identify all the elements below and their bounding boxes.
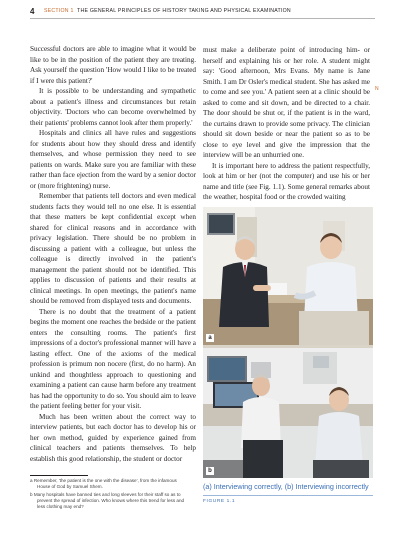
right-text-column (203, 45, 370, 203)
paragraph: Remember that patients tell doctors and even medical students facts they would tell no one else. It is essential that these matters be kept confidential except when shared for clinical reasons and in accordance with privacy legislation. There should be no problem in discussing a patient with a colleague, but unless the colleague is directly involved in the patient's management the patient should not be identified. This applies to discussion of patients and their results at clinical meetings. In open meetings, the patient's name should be removed from displayed tests and documents. (30, 192, 196, 305)
header-rule (30, 18, 375, 19)
panel-label-b: b (206, 467, 214, 475)
paragraph: must make a deliberate point of introducing him- or herself and explaining his or her role. A student might say: 'Good afternoon, Mrs Evans. My name is Jane Smith. I am Dr Osler's medical student. She has asked me to come and see you.' A patient seen at a clinic should be asked to come and sit down, and be directed to a chair. The door should be shut or, if the patient is in the ward, the curtains drawn to provide some privacy. The clinician should sit down beside or near the patient so as to be close to eye level and give the impression that the interview will be an unhurried one. (203, 46, 370, 159)
footnote-rule (30, 475, 88, 476)
paragraph: It is possible to be understanding and sympathetic about a patient's illness and circumstances but retain objectivity. 'Doctors who can become overwhelmed by their patients' problems cannot look after them properly.' (30, 87, 196, 127)
panel-label-a: a (206, 334, 214, 342)
footnote: b Many hospitals have banned ties and long sleeves for their staff so as to prevent the spread of infection. Who knows where this trend for less and less clothing may end? (30, 492, 185, 509)
left-text-column (30, 44, 196, 464)
section-label: SECTION 1 (44, 8, 74, 14)
photo-interviewing-correctly (203, 207, 373, 345)
caption-text: (a) Interviewing correctly, (b) Interviewing incorrectly (203, 482, 369, 491)
caption-rule (203, 495, 373, 496)
running-head-title (44, 8, 291, 14)
figure-number: FIGURE 1.1 (203, 499, 236, 504)
chapter-title: THE GENERAL PRINCIPLES OF HISTORY TAKING AND PHYSICAL EXAMINATION (77, 8, 291, 14)
footnotes (30, 478, 185, 512)
paragraph: There is no doubt that the treatment of a patient begins the moment one reaches the bedside or the patient enters the consulting rooms. The patient's first impressions of a doctor's professional manner will have a lasting effect. One of the axioms of the medical profession is primum non nocere (first, do no harm). An unkind and thoughtless approach to questioning and examining a patient can cause harm before any treatment has had the opportunity to do so. You should aim to leave the patient feeling better for your visit. (30, 307, 196, 410)
paragraph: Hospitals and clinics all have rules and suggestions for students about how they should dress and identify themselves, and whose permission they need to see patients on wards. Make sure you are familiar with these rather than face ejection from the ward by a senior doctor or (more frightening) nurse. (30, 129, 196, 190)
figure-caption (203, 482, 373, 504)
paragraph: Successful doctors are able to imagine what it would be like to be in the position of the patient they are treating. Ask yourself the question 'How would I like to be treated if I were this patient?' (30, 45, 196, 85)
photo-a-illustration (203, 207, 373, 345)
page-number: 4 (30, 7, 35, 16)
figure-1-1 (203, 207, 373, 478)
paragraph: Much has been written about the correct way to interview patients, but each doctor has to develop his or her own method, guided by experience gained from clinical teachers and patients themselves. To help establish this good relationship, the student or doctor (30, 412, 196, 463)
margin-note-marker: N (375, 86, 379, 92)
photo-interviewing-incorrectly (203, 348, 373, 478)
footnote: a Remember, 'the patient is the one with the disease', from the infamous House of God by Samuel Shem. (30, 478, 177, 489)
paragraph: It is important here to address the patient respectfully, look at him or her (not the computer) and use his or her name and title (see Fig. 1.1). Some general remarks about the weather, hospital food or the crowded waiting (203, 161, 370, 201)
photo-b-illustration (203, 348, 373, 478)
